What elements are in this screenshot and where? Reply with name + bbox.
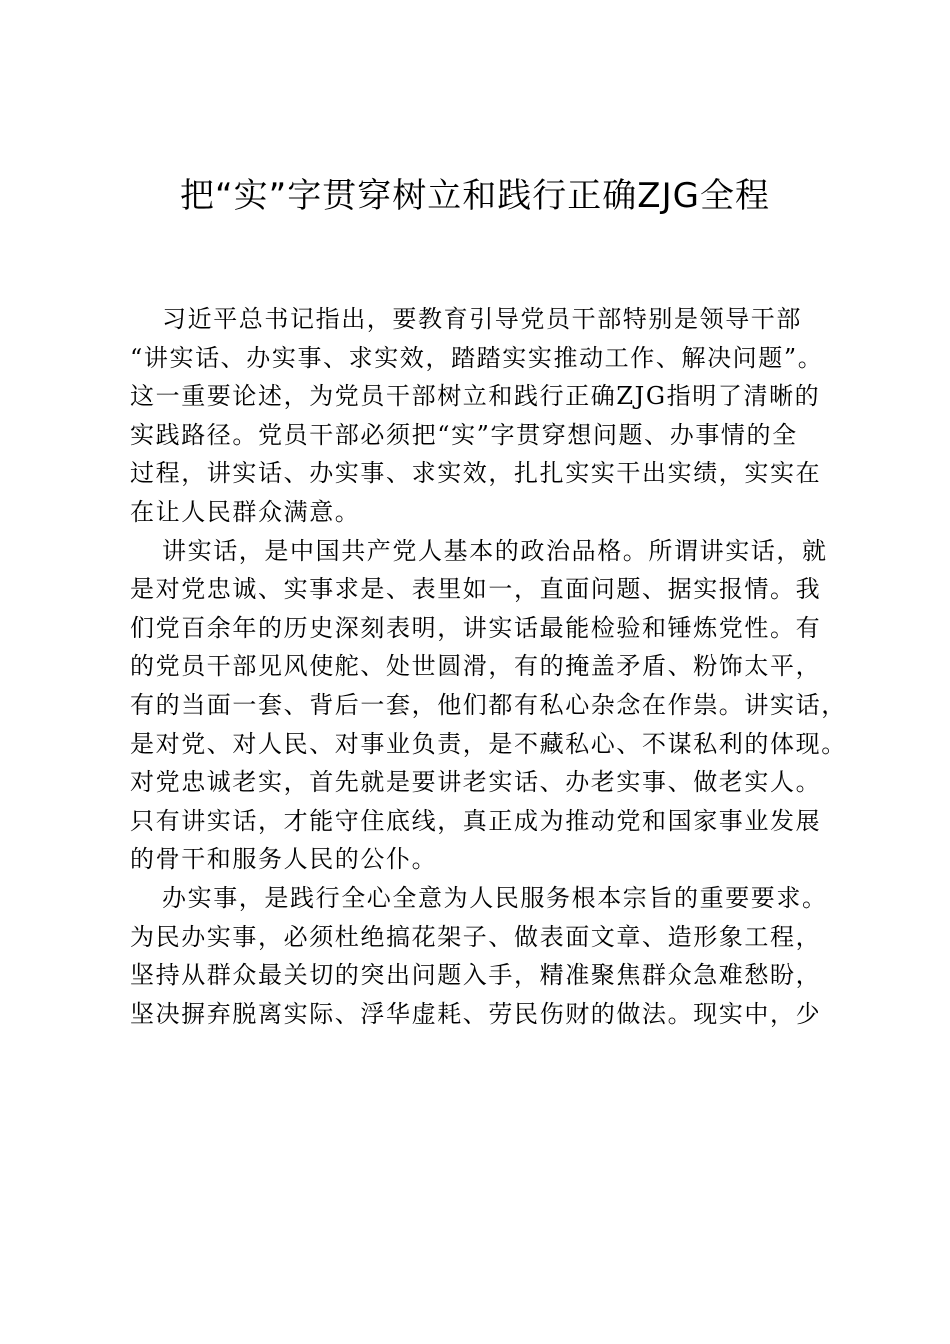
text-line: 有的当面一套、背后一套，他们都有私心杂念在作祟。讲实话， [130, 690, 847, 719]
text-line: 是对党忠诚、实事求是、表里如一，直面问题、据实报情。我 [130, 575, 822, 604]
text-line: 只有讲实话，才能守住底线，真正成为推动党和国家事业发展 [130, 806, 822, 835]
document-body [130, 300, 847, 1033]
text-line: 坚持从群众最关切的突出问题入手，精准聚焦群众急难愁盼， [130, 961, 822, 990]
text-line: 实践路径。党员干部必须把“实”字贯穿想问题、办事情的全 [130, 420, 798, 449]
text-line: 的骨干和服务人民的公仆。 [130, 845, 438, 874]
text-line: 坚决摒弃脱离实际、浮华虚耗、劳民伤财的做法。现实中，少 [130, 999, 822, 1028]
text-line: 的党员干部见风使舵、处世圆滑，有的掩盖矛盾、粉饰太平， [130, 652, 822, 681]
document-title: 把“实”字贯穿树立和践行正确ZJG全程 [180, 176, 770, 216]
text-line: 办实事，是践行全心全意为人民服务根本宗旨的重要要求。 [162, 883, 828, 912]
paragraph [130, 532, 847, 879]
text-line: 这一重要论述，为党员干部树立和践行正确ZJG指明了清晰的 [130, 382, 821, 411]
text-line: 们党百余年的历史深刻表明，讲实话最能检验和锤炼党性。有 [130, 613, 822, 642]
text-line: 为民办实事，必须杜绝搞花架子、做表面文章、造形象工程， [130, 922, 822, 951]
text-line: 在让人民群众满意。 [130, 497, 361, 526]
paragraph [130, 300, 830, 532]
text-line: 对党忠诚老实，首先就是要讲老实话、办老实事、做老实人。 [130, 768, 822, 797]
paragraph [130, 879, 830, 1033]
text-line: 习近平总书记指出，要教育引导党员干部特别是领导干部 [162, 305, 802, 333]
text-line: 是对党、对人民、对事业负责，是不藏私心、不谋私利的体现。 [130, 729, 847, 758]
text-line: “讲实话、办实事、求实效，踏踏实实推动工作、解决问题”。 [130, 343, 824, 372]
text-line: 讲实话，是中国共产党人基本的政治品格。所谓讲实话，就 [162, 536, 828, 565]
text-line: 过程，讲实话、办实事、求实效，扎扎实实干出实绩，实实在 [130, 459, 822, 488]
